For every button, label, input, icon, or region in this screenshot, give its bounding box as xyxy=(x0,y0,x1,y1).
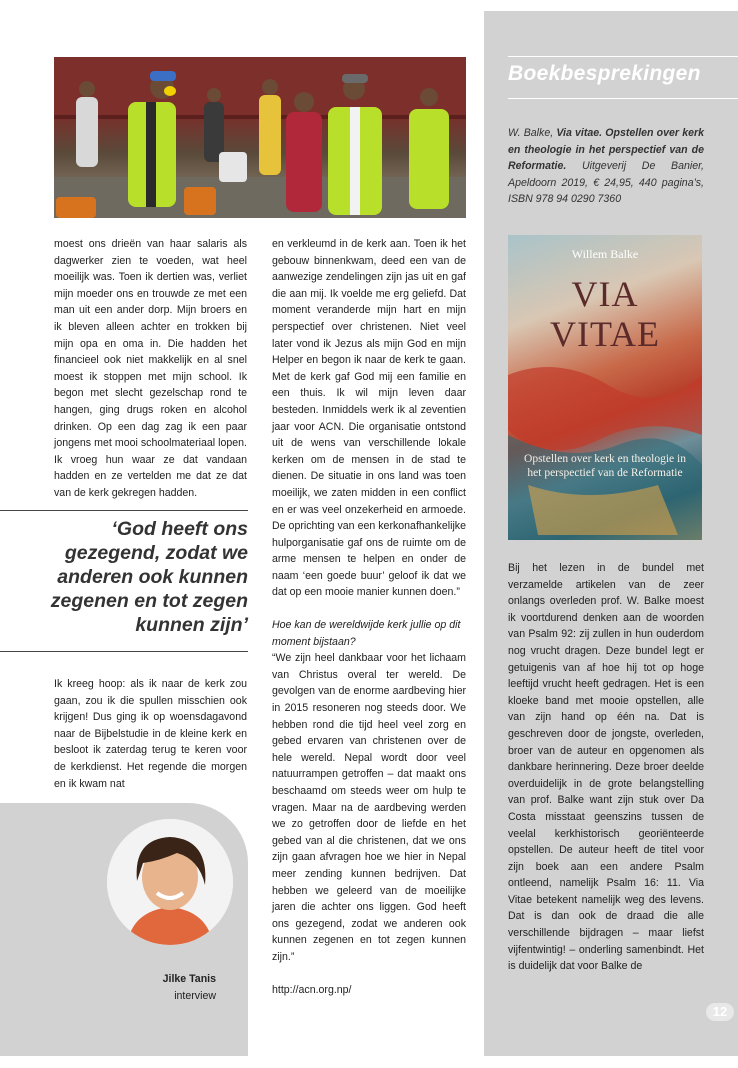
sidebar-rule-bottom xyxy=(508,98,738,99)
website-link[interactable]: http://acn.org.np/ xyxy=(272,983,352,996)
sidebar-title: Boekbesprekingen xyxy=(508,62,701,85)
author-name: Jilke Tanis xyxy=(162,973,216,985)
cover-subtitle: Opstellen over kerk en theologie in het perspectief van de Reformatie xyxy=(524,453,686,479)
cover-author: Willem Balke xyxy=(571,247,639,261)
book-review-text: Bij het lezen in de bundel met verzamelde artikelen van de zeer onlangs overleden prof. W. Balke moest ik voortdurend denken aan de woorden van Psalm 92: zij zullen in hun ouderdom nog vrucht dragen. Deze bundel legt er getuigenis van af hoe hij tot op hoge leeftijd vrucht heeft gedragen. Het is een kloeke band met mooie opstellen, alle van zijn hand op één na. Dat is geschreven door de jongste, overleden, broer van de auteur en opgenomen als dankbare herinnering. Deze broer deelde overduidelijk in de grote belangstelling van prof. Balke want zijn stuk over Da Costa misstaat geenszins tussen de veelal kerkhistorisch georiënteerde opstellen. De auteur heeft de titel voor zijn boek aan een andere Psalm ontleend, namelijk Psalm 16: 11. Via Vitae betekent namelijk weg des levens. Dat is dan ook de draad die alle verschillende bijdragen – maar liefst vijfentwintig! – onderling samenbindt. Het is duidelijk dat voor Balke de xyxy=(508,562,704,973)
sidebar-rule-top xyxy=(508,56,738,57)
portrait-illustration xyxy=(107,819,233,945)
pull-quote: ‘God heeft ons gezegend, zodat we anderen ook kunnen zegenen en tot zegen kunnen zijn’ xyxy=(50,518,248,636)
article-column-1-bottom: Ik kreeg hoop: als ik naar de kerk zou gaan, zou ik die spullen misschien ook krijgen! Dus ging ik op woensdagavond naar de Bijbelstudie in de kleine kerk en besloot ik zaterdag terug te keren voor de kerkdienst. Het regende die morgen en ik kwam nat xyxy=(54,678,247,790)
column-2-answer: “We zijn heel dankbaar voor het lichaam van Christus overal ter wereld. De gevolgen van de enorme aardbeving hier in 2015 resoneren nog steeds door. We hebben rond die tijd heel veel zorg en gebed ervaren van christenen over de hele wereld. Nepal wordt door veel natuurrampen getroffen – dat maakt ons beschaamd om steeds weer om hulp te vragen. Maar na de aardbeving werden we zo getroffen door de liefde en het gebed van al die christenen, dat we ons zijn gaan afvragen hoe we hier in Nepal meer zending kunnen bedrijven. Dat hebben we geleerd van de moeilijke jaren die achter ons liggen. God heeft ons gezegend, zodat we anderen ook kunnen zegenen en tot zegen kunnen zijn.” xyxy=(272,652,466,963)
photo-illustration xyxy=(54,57,466,218)
cover-title-line-1: VIA xyxy=(571,274,639,314)
cover-title-line-2: VITAE xyxy=(549,314,661,354)
quote-rule-bottom xyxy=(0,651,248,652)
book-details: Uitgeverij De Banier, Apeldoorn 2019, € 24,95, 440 pagina’s, ISBN 978 94 0290 7360 xyxy=(508,160,704,206)
quote-rule-top xyxy=(0,510,248,511)
book-author: W. Balke, xyxy=(508,127,554,139)
column-2-text: en verkleumd in de kerk aan. Toen ik het gebouw binnenkwam, deed een van de aanwezige zendelingen zijn jas uit en gaf die aan mij. Ik voelde me erg geliefd. Dat moment veranderde mijn hart en mijn perspectief over christenen. Niet veel later vond ik Jezus als mijn God en mijn Helper en begon ik naar de kerk te gaan. Met de kerk gaf God mij een familie en een thuis. Ik wil mijn leven daar besteden. Inmiddels werk ik al zeventien jaar voor ACN. Die organisatie ontstond uit de wens van verschillende lokale kerken om de mensen in de stad te dienen. De situatie in ons land was toen moeilijk, we zaten midden in een conflict en er was veel onzekerheid en armoede. De oprichting van een kerkonafhankelijke hulporganisatie gaf ons de ruimte om de arme mensen te helpen en onder de naam ‘een goede buur’ geloof ik dat we dat op een mooie manier kunnen doen.” xyxy=(272,238,466,599)
article-photo-aid-distribution xyxy=(54,57,466,218)
book-info xyxy=(508,125,704,208)
article-column-1-top: moest ons drieën van haar salaris als dagwerker zien te voeden, wat heel moeilijk was. Toen ik dertien was, verliet mijn moeder ons en trouwde ze met een man uit een ander dorp. Mijn broers en ik bleven alleen achter en trokken bij mijn opa en oma in. Die hadden het financieel ook niet makkelijk en al snel moest ik stoppen met mijn school. Ik begon met slecht gezelschap rond te hangen, ging drugs roken en alcohol drinken. Op een dag zag ik een paar jongens met mooi schoolmateriaal lopen. Ik vroeg hun waar ze dat vandaan hadden en ze vertelden me dat ze dat van de kerk gekregen hadden. xyxy=(54,238,247,499)
author-role: interview xyxy=(174,990,216,1002)
article-column-2 xyxy=(272,236,466,998)
book-title: Via vitae. Opstellen over kerk en theologie in het perspectief van de Reformatie. xyxy=(508,127,704,173)
author-portrait xyxy=(107,819,233,945)
interview-question: Hoe kan de wereldwijde kerk jullie op dit moment bijstaan? xyxy=(272,619,461,648)
page-number: 12 xyxy=(706,1003,734,1021)
book-cover xyxy=(508,235,702,540)
